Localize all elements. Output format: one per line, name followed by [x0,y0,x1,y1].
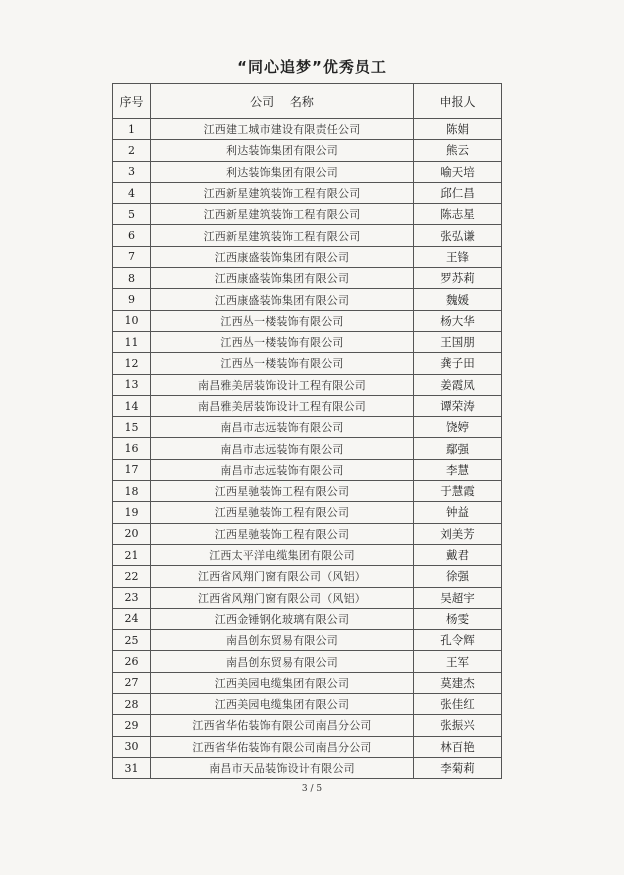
cell-person: 谭荣涛 [414,395,502,416]
cell-no: 31 [113,757,151,778]
column-header-company: 公司 名称 [151,84,414,119]
cell-no: 8 [113,268,151,289]
cell-person: 喻天培 [414,161,502,182]
cell-person: 张佳红 [414,694,502,715]
table-row [113,757,502,778]
cell-person: 王锋 [414,246,502,267]
cell-person: 林百艳 [414,736,502,757]
table-row [113,119,502,140]
employee-table [112,83,502,779]
cell-person: 龚子田 [414,353,502,374]
cell-no: 29 [113,715,151,736]
cell-person: 张弘谦 [414,225,502,246]
cell-person: 王军 [414,651,502,672]
table-row [113,502,502,523]
table-row [113,566,502,587]
table-row [113,523,502,544]
table-row [113,374,502,395]
cell-company: 江西省风翔门窗有限公司（风铝） [151,587,414,608]
cell-company: 江西省华佑装饰有限公司南昌分公司 [151,736,414,757]
column-header-person: 申报人 [414,84,502,119]
cell-company: 江西新星建筑装饰工程有限公司 [151,182,414,203]
cell-no: 27 [113,672,151,693]
page-number: 3 / 5 [301,784,323,794]
cell-no: 23 [113,587,151,608]
cell-person: 李慧 [414,459,502,480]
table-row [113,268,502,289]
table-row [113,544,502,565]
cell-person: 王国朋 [414,331,502,352]
cell-no: 2 [113,140,151,161]
cell-person: 魏媛 [414,289,502,310]
cell-company: 南昌市志远装饰有限公司 [151,417,414,438]
cell-person: 孔令辉 [414,630,502,651]
table-body [113,119,502,779]
table-row [113,353,502,374]
cell-person: 刘美芳 [414,523,502,544]
cell-person: 张振兴 [414,715,502,736]
table-row [113,481,502,502]
cell-no: 6 [113,225,151,246]
cell-company: 江西省华佑装饰有限公司南昌分公司 [151,715,414,736]
cell-company: 江西康盛装饰集团有限公司 [151,289,414,310]
cell-no: 17 [113,459,151,480]
table-row [113,161,502,182]
table-row [113,587,502,608]
cell-person: 姜霞凤 [414,374,502,395]
cell-no: 14 [113,395,151,416]
cell-company: 利达装饰集团有限公司 [151,140,414,161]
cell-person: 戴君 [414,544,502,565]
cell-company: 江西丛一楼装饰有限公司 [151,331,414,352]
cell-no: 24 [113,608,151,629]
cell-person: 罗苏莉 [414,268,502,289]
cell-person: 饶婷 [414,417,502,438]
cell-no: 26 [113,651,151,672]
cell-person: 熊云 [414,140,502,161]
table-row [113,736,502,757]
cell-person: 吴超宇 [414,587,502,608]
cell-no: 20 [113,523,151,544]
cell-person: 徐强 [414,566,502,587]
cell-no: 10 [113,310,151,331]
cell-company: 江西省风翔门窗有限公司（风铝） [151,566,414,587]
table-row [113,715,502,736]
cell-no: 19 [113,502,151,523]
table-row [113,246,502,267]
column-header-no: 序号 [113,84,151,119]
cell-company: 南昌雅美居装饰设计工程有限公司 [151,374,414,395]
cell-no: 28 [113,694,151,715]
cell-person: 陈志星 [414,204,502,225]
cell-company: 利达装饰集团有限公司 [151,161,414,182]
cell-no: 13 [113,374,151,395]
cell-company: 江西金锤钢化玻璃有限公司 [151,608,414,629]
cell-person: 杨大华 [414,310,502,331]
table-row [113,608,502,629]
cell-person: 鄢强 [414,438,502,459]
cell-no: 7 [113,246,151,267]
table-row [113,630,502,651]
cell-person: 于慧霞 [414,481,502,502]
cell-person: 陈娟 [414,119,502,140]
cell-person: 杨雯 [414,608,502,629]
table-row [113,140,502,161]
table-row [113,651,502,672]
cell-no: 16 [113,438,151,459]
cell-company: 江西星驰装饰工程有限公司 [151,502,414,523]
table-row [113,225,502,246]
cell-company: 江西新星建筑装饰工程有限公司 [151,225,414,246]
cell-company: 江西丛一楼装饰有限公司 [151,310,414,331]
cell-company: 江西星驰装饰工程有限公司 [151,481,414,502]
cell-no: 11 [113,331,151,352]
cell-no: 9 [113,289,151,310]
cell-company: 南昌市天品装饰设计有限公司 [151,757,414,778]
cell-company: 南昌市志远装饰有限公司 [151,438,414,459]
cell-company: 南昌雅美居装饰设计工程有限公司 [151,395,414,416]
table-row [113,417,502,438]
cell-company: 南昌创东贸易有限公司 [151,630,414,651]
cell-person: 莫建杰 [414,672,502,693]
cell-company: 南昌市志远装饰有限公司 [151,459,414,480]
cell-company: 江西康盛装饰集团有限公司 [151,268,414,289]
table-row [113,672,502,693]
page-title: “同心追梦”优秀员工 [237,58,387,76]
cell-no: 1 [113,119,151,140]
table-row [113,331,502,352]
table-row [113,694,502,715]
cell-person: 李菊莉 [414,757,502,778]
table-row [113,182,502,203]
cell-no: 22 [113,566,151,587]
table-row [113,459,502,480]
cell-no: 18 [113,481,151,502]
cell-company: 江西新星建筑装饰工程有限公司 [151,204,414,225]
cell-company: 江西美园电缆集团有限公司 [151,694,414,715]
cell-company: 江西建工城市建设有限责任公司 [151,119,414,140]
cell-company: 南昌创东贸易有限公司 [151,651,414,672]
cell-company: 江西星驰装饰工程有限公司 [151,523,414,544]
table-row [113,204,502,225]
table-row [113,289,502,310]
cell-no: 4 [113,182,151,203]
table-header-row [113,84,502,119]
table-row [113,438,502,459]
cell-no: 3 [113,161,151,182]
cell-company: 江西美园电缆集团有限公司 [151,672,414,693]
cell-person: 邱仁昌 [414,182,502,203]
cell-company: 江西太平洋电缆集团有限公司 [151,544,414,565]
table-row [113,310,502,331]
cell-no: 21 [113,544,151,565]
cell-no: 12 [113,353,151,374]
cell-no: 5 [113,204,151,225]
cell-no: 30 [113,736,151,757]
table-row [113,395,502,416]
cell-company: 江西康盛装饰集团有限公司 [151,246,414,267]
cell-company: 江西丛一楼装饰有限公司 [151,353,414,374]
cell-person: 钟益 [414,502,502,523]
cell-no: 25 [113,630,151,651]
cell-no: 15 [113,417,151,438]
